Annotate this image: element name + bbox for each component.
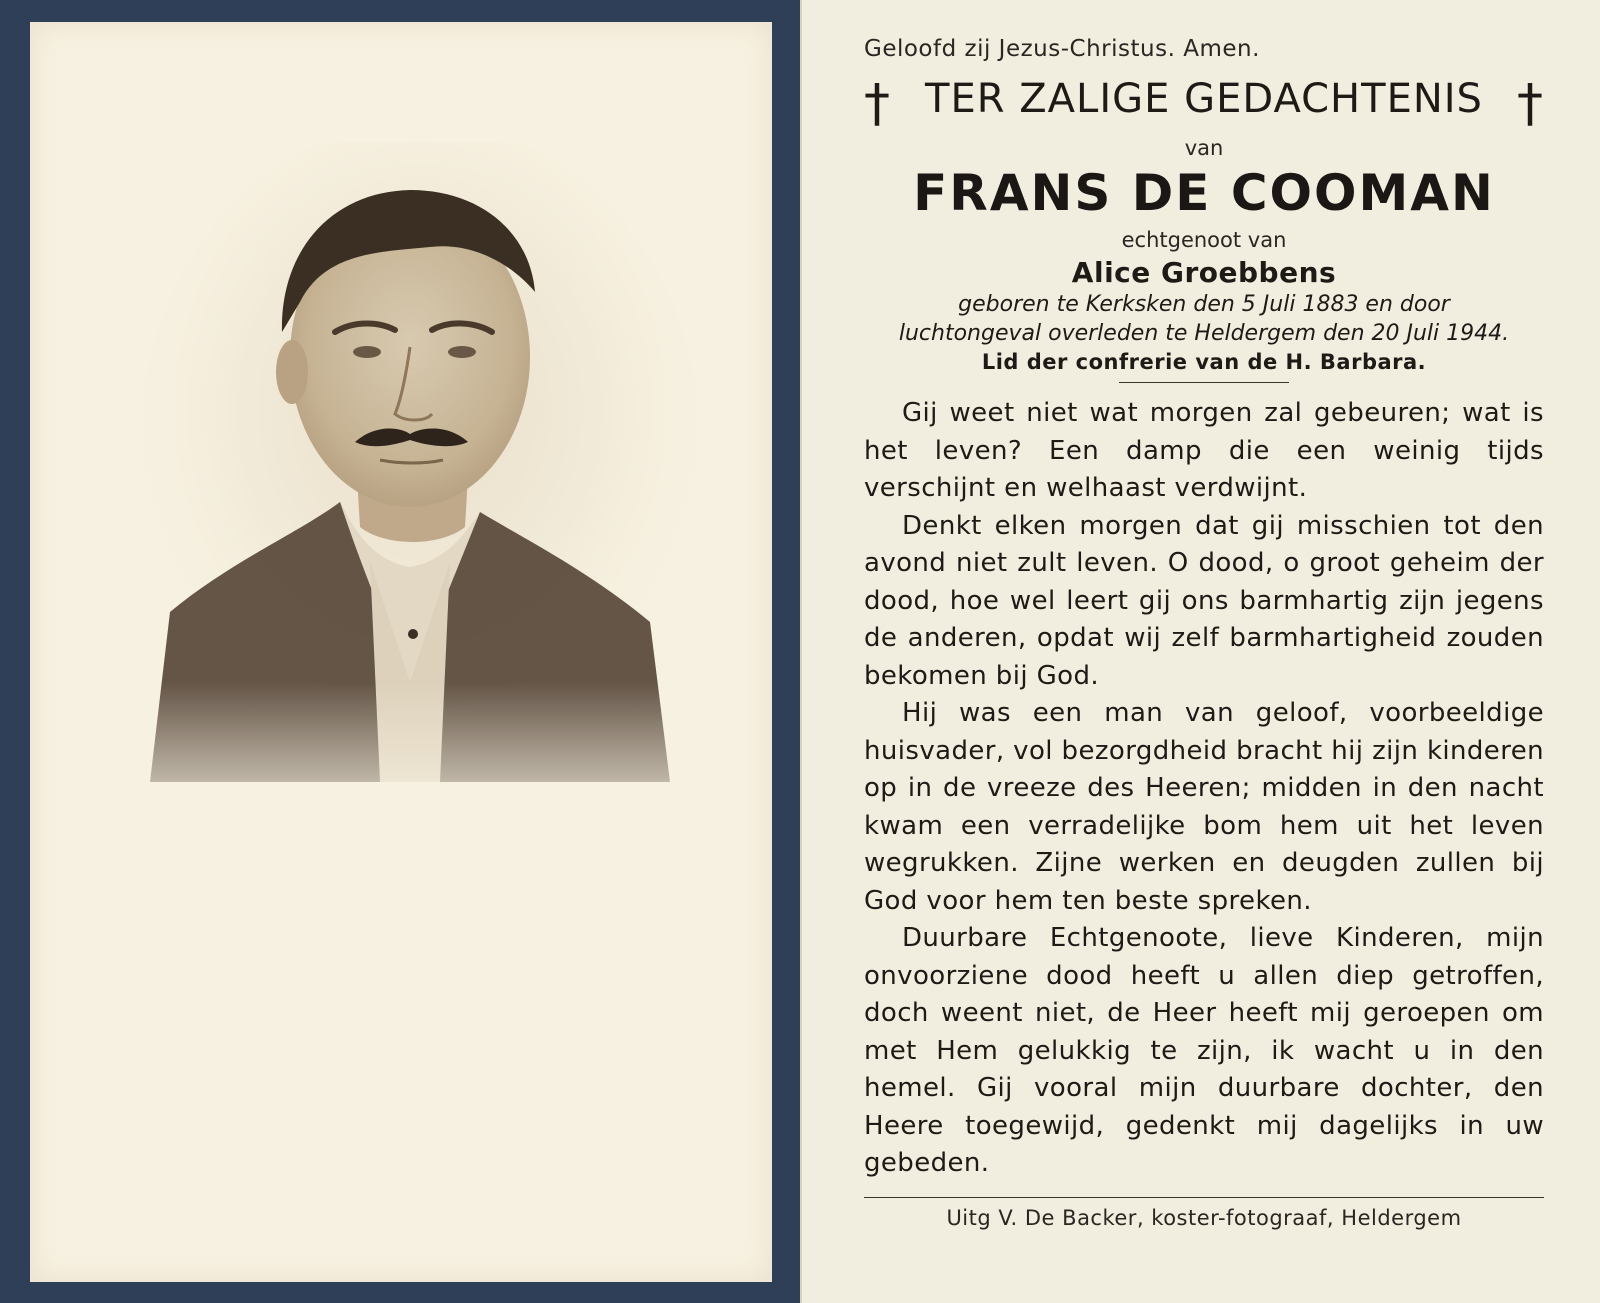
shirt-button-shape: [408, 629, 418, 639]
relation-text: echtgenoot van: [1121, 228, 1287, 252]
memorial-text: [864, 36, 1544, 1230]
invocation: Geloofd zij Jezus-Christus. Amen.: [864, 36, 1260, 62]
spouse-name: Alice Groebbens: [1071, 256, 1337, 289]
membership-line: Lid der confrerie van de H. Barbara.: [981, 350, 1427, 375]
of-word: van: [1184, 136, 1224, 160]
fade-overlay: [110, 682, 710, 842]
divider-short: [1119, 382, 1289, 383]
eye-left-shape: [353, 346, 381, 358]
deceased-name: FRANS DE COOMAN: [913, 164, 1495, 222]
portrait-photo: [110, 142, 710, 842]
text-card: [800, 0, 1600, 1303]
paragraph: Gij weet niet wat morgen zal gebeuren; wat is het leven? Een damp die een weinig tijds verschijnt en welhaast verdwijnt.: [864, 398, 1544, 504]
memorial-title-row: [864, 68, 1544, 134]
birth-line: geboren te Kerksken den 5 Juli 1883 en door: [958, 292, 1450, 317]
divider-long: [864, 1197, 1544, 1198]
ear-shape: [276, 340, 308, 404]
paragraph: Duurbare Echtgenoote, lieve Kinderen, mijn onvoorziene dood heeft u allen diep getroffen, doch weent niet, de Heer heeft mij geroepen om met Hem gelukkig te zijn, ik wacht u in den hemel. Gij vooral mijn duurbare dochter, den Heere toegewijd, gedenkt mij dagelijks in uw gebeden.: [864, 923, 1544, 1179]
cross-icon: †: [864, 74, 891, 134]
eye-right-shape: [448, 346, 476, 358]
paragraph: Hij was een man van geloof, voorbeeldige huisvader, vol bezorgdheid bracht hij zijn kinderen op in de vreeze des Heeren; midden in den nacht kwam een verradelijke bom hem uit het leven wegrukken. Zijne werken en deugden zullen bij God voor hem ten beste spreken.: [864, 698, 1544, 916]
photo-mat: [30, 22, 772, 1282]
death-line: luchtongeval overleden te Heldergem den 20 Juli 1944.: [898, 320, 1510, 346]
publisher-line: Uitg V. De Backer, koster-fotograaf, Heldergem: [946, 1205, 1462, 1230]
memorial-title: TER ZALIGE GEDACHTENIS: [925, 76, 1483, 122]
cross-icon: †: [1517, 74, 1544, 134]
memorial-body: [864, 395, 1544, 1183]
paragraph: Denkt elken morgen dat gij misschien tot den avond niet zult leven. O dood, o groot geheim der dood, hoe wel leert gij ons barmhartig zijn jegens de anderen, opdat wij zelf barmhartigheid zouden bekomen bij God.: [864, 510, 1544, 691]
